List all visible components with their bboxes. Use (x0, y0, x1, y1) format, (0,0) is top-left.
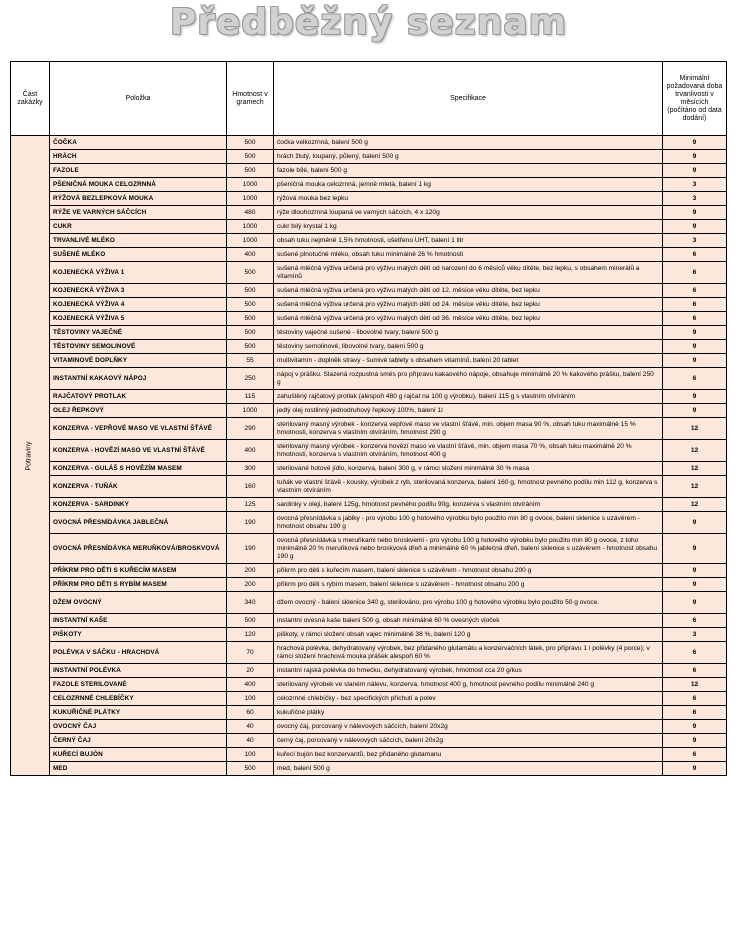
item-spec: ovocný čaj, porcovaný v nálevových sáčcích, balení 20x2g (274, 720, 663, 734)
table-body (11, 136, 727, 776)
item-shelf-life: 9 (663, 578, 727, 592)
item-name: RÝŽOVÁ BEZLEPKOVÁ MOUKA (50, 192, 227, 206)
item-shelf-life: 6 (663, 368, 727, 390)
table-row (11, 678, 727, 692)
item-name: OVOCNÁ PŘESNÍDÁVKA JABLEČNÁ (50, 512, 227, 534)
item-shelf-life: 9 (663, 564, 727, 578)
item-spec: černý čaj, porcovaný v nálevových sáčcích, balení 20x2g (274, 734, 663, 748)
item-name: OVOCNÝ ČAJ (50, 720, 227, 734)
item-weight: 1000 (227, 178, 274, 192)
item-weight: 400 (227, 248, 274, 262)
item-shelf-life: 9 (663, 734, 727, 748)
table-row (11, 404, 727, 418)
item-shelf-life: 6 (663, 262, 727, 284)
item-weight: 20 (227, 664, 274, 678)
item-spec: zahuštěný rajčatový protlak (alespoň 480 g rajčat na 100 g výrobku), balení 115 g s vlastním otvíráním (274, 390, 663, 404)
item-weight: 190 (227, 512, 274, 534)
item-spec: těstoviny semolinové, libovolné tvary, balení 500 g (274, 340, 663, 354)
item-name: INSTANTNÍ KAŠE (50, 614, 227, 628)
item-spec: sušené plnotučné mléko, obsah tuku minimálně 26 % hmotnosti (274, 248, 663, 262)
item-shelf-life: 9 (663, 220, 727, 234)
item-weight: 500 (227, 614, 274, 628)
item-spec: instantní ovesná kaše balení 500 g, obsah minimálně 60 % ovesných vloček (274, 614, 663, 628)
item-name: KUKUŘIČNÉ PLÁTKY (50, 706, 227, 720)
item-weight: 500 (227, 150, 274, 164)
table-row (11, 564, 727, 578)
item-name: KONZERVA - VEPŘOVÉ MASO VE VLASTNÍ ŠŤÁVĚ (50, 418, 227, 440)
item-shelf-life: 12 (663, 678, 727, 692)
item-name: TRVANLIVÉ MLÉKO (50, 234, 227, 248)
item-spec: hrách žlutý, loupaný, půlený, balení 500 g (274, 150, 663, 164)
item-spec: celozrnné chlebíčky - bez specifických příchutí a polev (274, 692, 663, 706)
item-weight: 500 (227, 312, 274, 326)
item-weight: 500 (227, 136, 274, 150)
item-weight: 500 (227, 326, 274, 340)
item-weight: 400 (227, 440, 274, 462)
item-name: PIŠKOTY (50, 628, 227, 642)
item-shelf-life: 9 (663, 136, 727, 150)
item-name: KOJENECKÁ VÝŽIVA 3 (50, 284, 227, 298)
item-weight: 200 (227, 564, 274, 578)
item-shelf-life: 6 (663, 706, 727, 720)
item-spec: tuňák ve vlastní šťávě - kousky, výrobek z ryb, sterilovaná konzerva, balení 160 g, hmotnost pevného podílu min 112 g, konzerva s vlastním otvíráním (274, 476, 663, 498)
item-spec: obsah tuku nejméně 1,5% hmotnosti, ošetřeno UHT, balení 1 litr (274, 234, 663, 248)
item-name: TĚSTOVINY VAJEČNÉ (50, 326, 227, 340)
item-spec: kukuřičné plátky (274, 706, 663, 720)
item-shelf-life: 3 (663, 628, 727, 642)
item-name: FAZOLE STERILOVANÉ (50, 678, 227, 692)
item-spec: těstoviny vaječné sušené - libovolné tvary, balení 500 g (274, 326, 663, 340)
item-spec: multivitamín - doplněk stravy - šumivé tablety s obsahem vitamínů, balení 20 tablet (274, 354, 663, 368)
table-row (11, 578, 727, 592)
table-row (11, 664, 727, 678)
table-row (11, 498, 727, 512)
header-item: Položka (50, 62, 227, 136)
table-row (11, 284, 727, 298)
item-shelf-life: 9 (663, 390, 727, 404)
item-name: ČOČKA (50, 136, 227, 150)
table-row (11, 312, 727, 326)
header-shelf-life: Minimální požadovaná doba trvanlivosti v měsících (počítáno od data dodání) (663, 62, 727, 136)
item-name: PŘÍKRM PRO DĚTI S KUŘECÍM MASEM (50, 564, 227, 578)
item-spec: sterilovaný masný výrobek - konzerva vepřové maso ve vlastní šťávě, min. objem masa 90 %, obsah tuku maximálně 15 % hmotnosti, konzerva s vlastním otvíráním, hmotnost 290 g (274, 418, 663, 440)
item-spec: ovocná přesnídávka s meruňkami nebo broskvemi - pro výrobu 100 g hotového výrobku bylo použito min 80 g ovoce, z toho minimálně 20 % meruňková nebo broskvová dřeň a minimálně 60 % jablečná dřeň, balení sklenice s uzávěrem - hmotnost obsahu 190 g (274, 534, 663, 564)
item-shelf-life: 12 (663, 498, 727, 512)
table-row (11, 390, 727, 404)
item-weight: 500 (227, 164, 274, 178)
item-name: KOJENECKÁ VÝŽIVA 4 (50, 298, 227, 312)
item-weight: 100 (227, 748, 274, 762)
item-spec: příkrm pro děti s rybím masem, balení sklenice s uzávěrem - hmotnost obsahu 200 g (274, 578, 663, 592)
table-row (11, 192, 727, 206)
table-header-row (11, 62, 727, 136)
item-shelf-life: 9 (663, 206, 727, 220)
item-weight: 125 (227, 498, 274, 512)
table-row (11, 234, 727, 248)
table-row (11, 642, 727, 664)
table-row (11, 592, 727, 614)
item-spec: rýže dlouhozrnná loupaná ve varných sáčcích, 4 x 120g (274, 206, 663, 220)
item-spec: čočka velkozrnná, balení 500 g (274, 136, 663, 150)
item-weight: 480 (227, 206, 274, 220)
item-name: RAJČATOVÝ PROTLAK (50, 390, 227, 404)
item-name: FAZOLE (50, 164, 227, 178)
item-shelf-life: 9 (663, 404, 727, 418)
item-spec: fazole bílé, balení 500 g (274, 164, 663, 178)
item-shelf-life: 6 (663, 284, 727, 298)
item-name: HRÁCH (50, 150, 227, 164)
item-shelf-life: 9 (663, 534, 727, 564)
item-weight: 500 (227, 284, 274, 298)
table-row (11, 220, 727, 234)
table-row (11, 164, 727, 178)
item-shelf-life: 6 (663, 664, 727, 678)
item-shelf-life: 9 (663, 762, 727, 776)
item-spec: sušená mléčná výživa určená pro výživu malých dětí od 12. měsíce věku dítěte, bez lepku (274, 284, 663, 298)
item-name: KOJENECKÁ VÝŽIVA 5 (50, 312, 227, 326)
item-spec: pšeničná mouka celozrnná, jemně mletá, balení 1 kg (274, 178, 663, 192)
table-row (11, 692, 727, 706)
item-spec: sušená mléčná výživa určená pro výživu malých dětí od narození do 6 měsíců věku dítěte, bez lepku, s obsahem minerálů a vitamínů (274, 262, 663, 284)
item-weight: 40 (227, 734, 274, 748)
table-row (11, 262, 727, 284)
header-weight: Hmotnost v gramech (227, 62, 274, 136)
table-row (11, 614, 727, 628)
table-row (11, 734, 727, 748)
item-spec: sterilovaný masný výrobek - konzerva hovězí maso ve vlastní šťávě, min. objem masa 70 %, obsah tuku maximálně 20 % hmotnosti, konzerva s vlastním otvíráním, hmotnost 400 g (274, 440, 663, 462)
item-weight: 160 (227, 476, 274, 498)
item-name: SUŠENÉ MLÉKO (50, 248, 227, 262)
item-name: OLEJ ŘEPKOVÝ (50, 404, 227, 418)
item-weight: 500 (227, 262, 274, 284)
table-row (11, 248, 727, 262)
item-shelf-life: 12 (663, 418, 727, 440)
item-name: ČERNÝ ČAJ (50, 734, 227, 748)
item-spec: jedlý olej rostlinný jednodruhový řepkový 100%, balení 1l (274, 404, 663, 418)
item-name: CELOZRNNÉ CHLEBÍČKY (50, 692, 227, 706)
item-shelf-life: 9 (663, 340, 727, 354)
item-spec: rýžová mouka bez lepku (274, 192, 663, 206)
item-weight: 340 (227, 592, 274, 614)
item-spec: ovocná přesnídávka s jablky - pro výrobu 100 g hotového výrobku bylo použito min 80 g ovoce, balení sklenice s uzávěrem - hmotnost obsahu 190 g (274, 512, 663, 534)
item-name: DŽEM OVOCNÝ (50, 592, 227, 614)
item-weight: 190 (227, 534, 274, 564)
item-shelf-life: 6 (663, 614, 727, 628)
item-weight: 120 (227, 628, 274, 642)
item-shelf-life: 3 (663, 234, 727, 248)
item-spec: sušená mléčná výživa určená pro výživu malých dětí od 36. měsíce věku dítěte, bez lepku (274, 312, 663, 326)
item-shelf-life: 9 (663, 326, 727, 340)
item-name: KONZERVA - GULÁŠ S HOVĚZÍM MASEM (50, 462, 227, 476)
item-weight: 300 (227, 462, 274, 476)
item-shelf-life: 12 (663, 462, 727, 476)
item-shelf-life: 9 (663, 592, 727, 614)
item-name: OVOCNÁ PŘESNÍDÁVKA MERUŇKOVÁ/BROSKVOVÁ (50, 534, 227, 564)
item-name: POLÉVKA V SÁČKU - HRACHOVÁ (50, 642, 227, 664)
header-spec: Specifikace (274, 62, 663, 136)
item-weight: 500 (227, 762, 274, 776)
item-name: INSTANTNÍ POLÉVKA (50, 664, 227, 678)
item-shelf-life: 3 (663, 192, 727, 206)
table-row (11, 512, 727, 534)
item-shelf-life: 6 (663, 642, 727, 664)
item-shelf-life: 6 (663, 692, 727, 706)
item-weight: 1000 (227, 234, 274, 248)
item-shelf-life: 9 (663, 150, 727, 164)
item-name: PŠENIČNÁ MOUKA CELOZRNNÁ (50, 178, 227, 192)
item-spec: příkrm pro děti s kuřecím masem, balení sklenice s uzávěrem - hmotnost obsahu 200 g (274, 564, 663, 578)
item-weight: 500 (227, 298, 274, 312)
item-name: PŘÍKRM PRO DĚTI S RYBÍM MASEM (50, 578, 227, 592)
item-spec: džem ovocný - balení sklenice 340 g, sterilováno, pro výrobu 100 g hotového výrobku bylo použito 50 g ovoce. (274, 592, 663, 614)
item-spec: kuřecí bujón bez konzervantů, bez přidaného glutamanu (274, 748, 663, 762)
item-name: RÝŽE VE VARNÝCH SÁČCÍCH (50, 206, 227, 220)
item-shelf-life: 9 (663, 720, 727, 734)
item-shelf-life: 6 (663, 748, 727, 762)
table-row (11, 628, 727, 642)
item-name: KONZERVA - SARDINKY (50, 498, 227, 512)
table-row (11, 340, 727, 354)
item-name: KOJENECKÁ VÝŽIVA 1 (50, 262, 227, 284)
item-spec: sardinky v oleji, balení 125g, hmotnost pevného podílu 90g, konzerva s vlastním otvíráním (274, 498, 663, 512)
item-spec: sušená mléčná výživa určená pro výživu malých dětí od 24. měsíce věku dítěte, bez lepku (274, 298, 663, 312)
item-name: VITAMINOVÉ DOPLŇKY (50, 354, 227, 368)
table-row (11, 706, 727, 720)
item-weight: 1000 (227, 220, 274, 234)
table-row (11, 150, 727, 164)
table-row (11, 748, 727, 762)
item-shelf-life: 9 (663, 164, 727, 178)
table-row (11, 762, 727, 776)
item-weight: 40 (227, 720, 274, 734)
item-shelf-life: 3 (663, 178, 727, 192)
item-name: KUŘECÍ BUJÓN (50, 748, 227, 762)
table-row (11, 326, 727, 340)
item-shelf-life: 6 (663, 248, 727, 262)
table-row (11, 440, 727, 462)
item-spec: cukr bílý krystal 1 kg (274, 220, 663, 234)
table-row (11, 206, 727, 220)
item-weight: 200 (227, 578, 274, 592)
table-row (11, 178, 727, 192)
table-row (11, 476, 727, 498)
item-spec: sterilovaný výrobek ve slaném nálevu, konzerva, hmotnost 400 g, hmotnost pevného podílu minimálně 240 g (274, 678, 663, 692)
item-weight: 60 (227, 706, 274, 720)
group-label: Potraviny (26, 440, 33, 471)
item-name: MED (50, 762, 227, 776)
table-row (11, 418, 727, 440)
item-weight: 1000 (227, 192, 274, 206)
group-cell (11, 136, 50, 776)
item-name: KONZERVA - HOVĚZÍ MASO VE VLASTNÍ ŠŤÁVĚ (50, 440, 227, 462)
item-weight: 70 (227, 642, 274, 664)
item-shelf-life: 6 (663, 312, 727, 326)
table-row (11, 368, 727, 390)
item-weight: 1000 (227, 404, 274, 418)
item-weight: 115 (227, 390, 274, 404)
item-spec: med, balení 500 g (274, 762, 663, 776)
table-row (11, 354, 727, 368)
item-weight: 250 (227, 368, 274, 390)
table-row (11, 298, 727, 312)
table-row (11, 534, 727, 564)
item-spec: piškoty, v rámci složení obsah vajec minimálně 38 %, balení 120 g (274, 628, 663, 642)
table-row (11, 462, 727, 476)
item-weight: 500 (227, 340, 274, 354)
item-weight: 55 (227, 354, 274, 368)
item-shelf-life: 6 (663, 298, 727, 312)
item-name: INSTANTNÍ KAKAOVÝ NÁPOJ (50, 368, 227, 390)
item-name: TĚSTOVINY SEMOLINOVÉ (50, 340, 227, 354)
item-spec: nápoj v prášku. Slazená rozpustná směs pro přípravu kakaového nápoje, obsahuje minimálně 20 % kakového prášku, balení 250 g (274, 368, 663, 390)
product-table (10, 61, 727, 776)
item-shelf-life: 12 (663, 476, 727, 498)
page-title: Předběžný seznam (169, 2, 568, 43)
header-part: Část zakázky (11, 62, 50, 136)
item-weight: 100 (227, 692, 274, 706)
table-row (11, 720, 727, 734)
item-name: CUKR (50, 220, 227, 234)
item-spec: sterilované hotové jídlo, konzerva, balení 300 g, v rámci složení minimálně 30 % masa (274, 462, 663, 476)
item-name: KONZERVA - TUŇÁK (50, 476, 227, 498)
item-spec: hrachová polévka, dehydratovaný výrobek, bez přidaného glutamátu a konzervačních látek, pro přípravu 1 l polévky (4 porce); v rámci složení hrachová mouka prášek alespoň 60 % (274, 642, 663, 664)
item-shelf-life: 9 (663, 512, 727, 534)
item-weight: 290 (227, 418, 274, 440)
item-spec: instantní rajská polévka do hrnečku, dehydratovaný výrobek, hmotnost cca 20 g/kus (274, 664, 663, 678)
item-weight: 400 (227, 678, 274, 692)
item-shelf-life: 12 (663, 440, 727, 462)
item-shelf-life: 9 (663, 354, 727, 368)
table-row (11, 136, 727, 150)
